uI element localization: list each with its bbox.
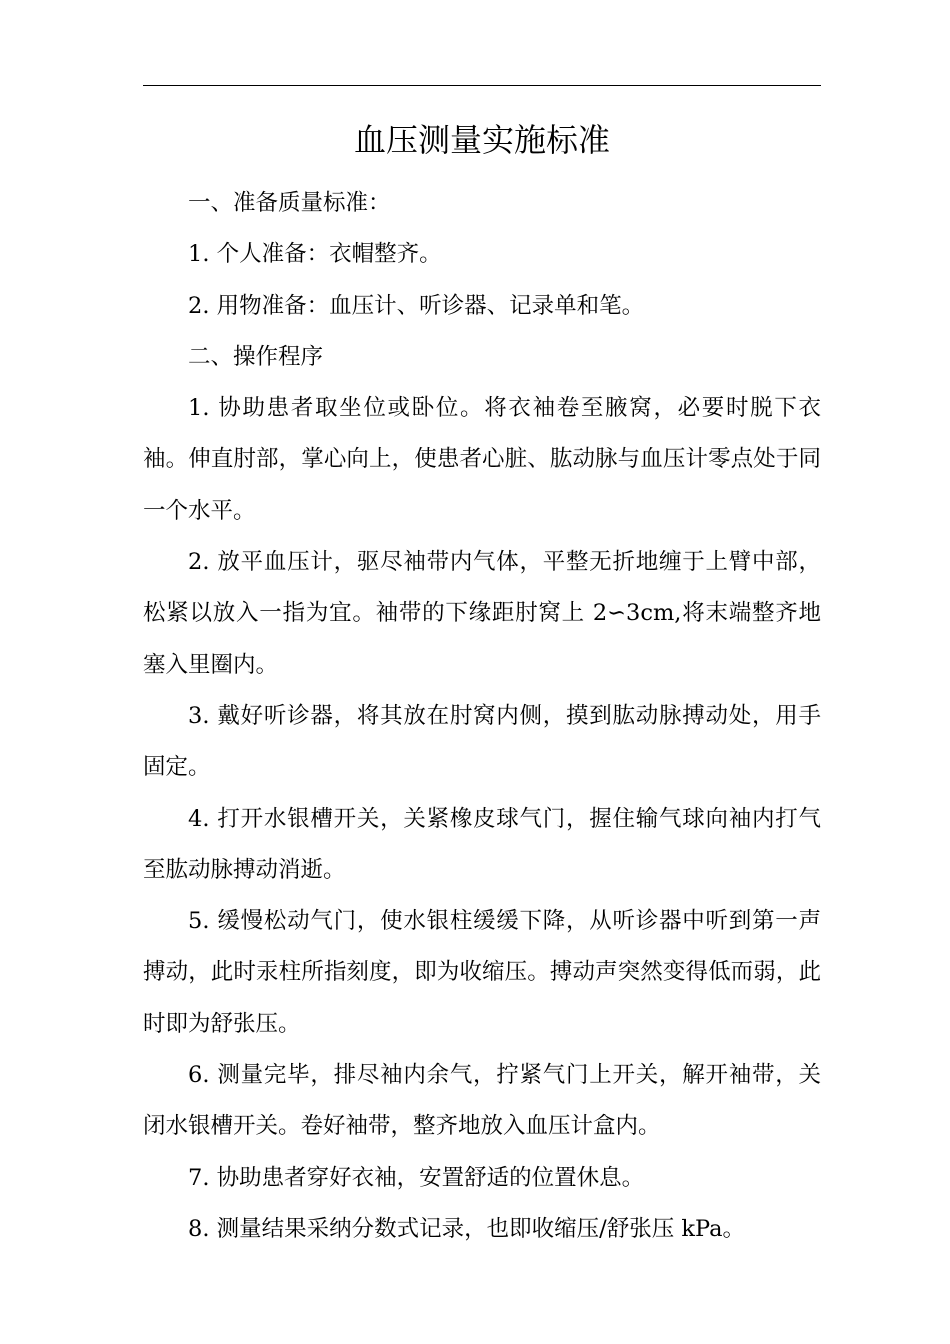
paragraph: 7. 协助患者穿好衣袖，安置舒适的位置休息。 xyxy=(188,1164,645,1191)
header-rule xyxy=(143,85,821,86)
paragraph: 2. 放平血压计，驱尽袖带内气体，平整无折地缠于上臂中部，松紧以放入一指为宜。袖带的下缘距肘窝上 2∽3cm,将末端整齐地塞入里圈内。 xyxy=(143,549,821,678)
section-heading: 一、准备质量标准： xyxy=(188,190,391,216)
paragraph: 4. 打开水银槽开关，关紧橡皮球气门，握住输气球向袖内打气至肱动脉搏动消逝。 xyxy=(143,805,821,883)
paragraph: 8. 测量结果采纳分数式记录，也即收缩压/舒张压 kPa。 xyxy=(188,1215,746,1242)
document-body xyxy=(143,178,821,1255)
paragraph: 1. 协助患者取坐位或卧位。将衣袖卷至腋窝，必要时脱下衣袖。伸直肘部，掌心向上，使患者心脏、肱动脉与血压计零点处于同一个水平。 xyxy=(143,395,821,524)
paragraph: 5. 缓慢松动气门，使水银柱缓缓下降，从听诊器中听到第一声搏动，此时汞柱所指刻度，即为收缩压。搏动声突然变得低而弱，此时即为舒张压。 xyxy=(143,908,821,1037)
paragraph: 6. 测量完毕，排尽袖内余气，拧紧气门上开关，解开袖带，关闭水银槽开关。卷好袖带，整齐地放入血压计盒内。 xyxy=(143,1062,821,1140)
paragraph: 3. 戴好听诊器，将其放在肘窝内侧，摸到肱动脉搏动处，用手固定。 xyxy=(143,702,821,781)
paragraph: 2. 用物准备：血压计、听诊器、记录单和笔。 xyxy=(188,292,645,319)
section-heading: 二、操作程序 xyxy=(188,343,324,370)
page-title: 血压测量实施标准 xyxy=(353,121,610,159)
paragraph: 1. 个人准备：衣帽整齐。 xyxy=(188,241,442,268)
